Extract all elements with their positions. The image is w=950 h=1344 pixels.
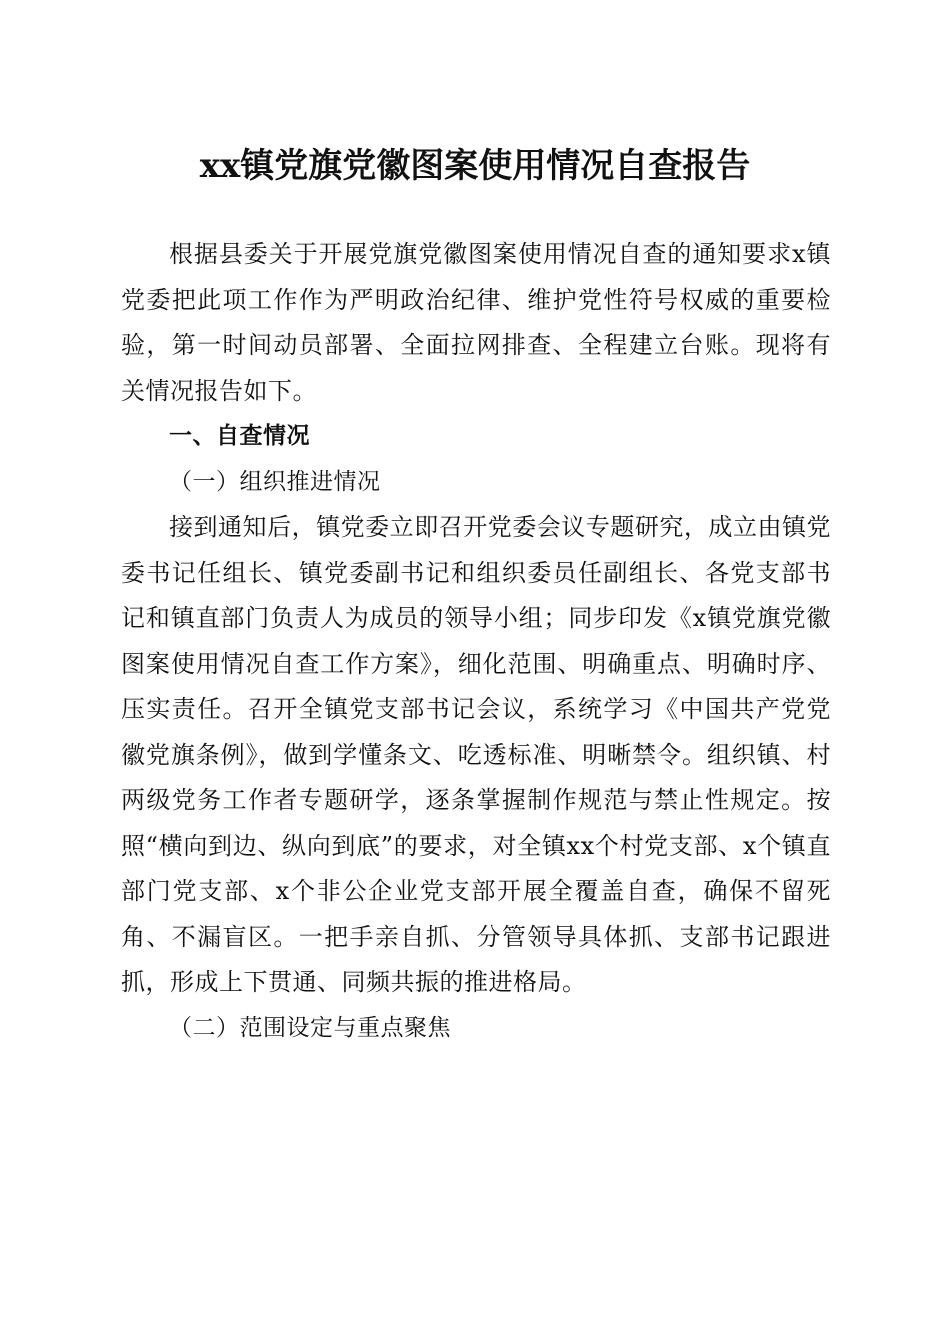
section-heading-self-check: 一、自查情况 [169,423,310,449]
subsection-heading-scope: （二）范围设定与重点聚焦 [169,1014,451,1041]
subsection-heading-organization: （一）组织推进情况 [169,468,381,495]
document-body [121,232,831,1051]
organization-paragraph: 接到通知后，镇党委立即召开党委会议专题研究，成立由镇党委书记任组长、镇党委副书记和组织委员任副组长、各党支部书记和镇直部门负责人为成员的领导小组；同步印发《x镇党旗党徽图案使用情况自查工作方案》，细化范围、明确重点、明确时序、压实责任。召开全镇党支部书记会议，系统学习《中国共产党党徽党旗条例》，做到学懂条文、吃透标准、明晰禁令。组织镇、村两级党务工作者专题研学，逐条掌握制作规范与禁止性规定。按照“横向到边、纵向到底”的要求，对全镇xx个村党支部、x个镇直部门党支部、x个非公企业党支部开展全覆盖自查，确保不留死角、不漏盲区。一把手亲自抓、分管领导具体抓、支部书记跟进抓，形成上下贯通、同频共振的推进格局。 [121,513,831,996]
intro-paragraph: 根据县委关于开展党旗党徽图案使用情况自查的通知要求x镇党委把此项工作作为严明政治纪律、维护党性符号权威的重要检验，第一时间动员部署、全面拉网排查、全程建立台账。现将有关情况报告如下。 [121,240,831,405]
document-title: xx镇党旗党徽图案使用情况自查报告 [199,146,751,186]
